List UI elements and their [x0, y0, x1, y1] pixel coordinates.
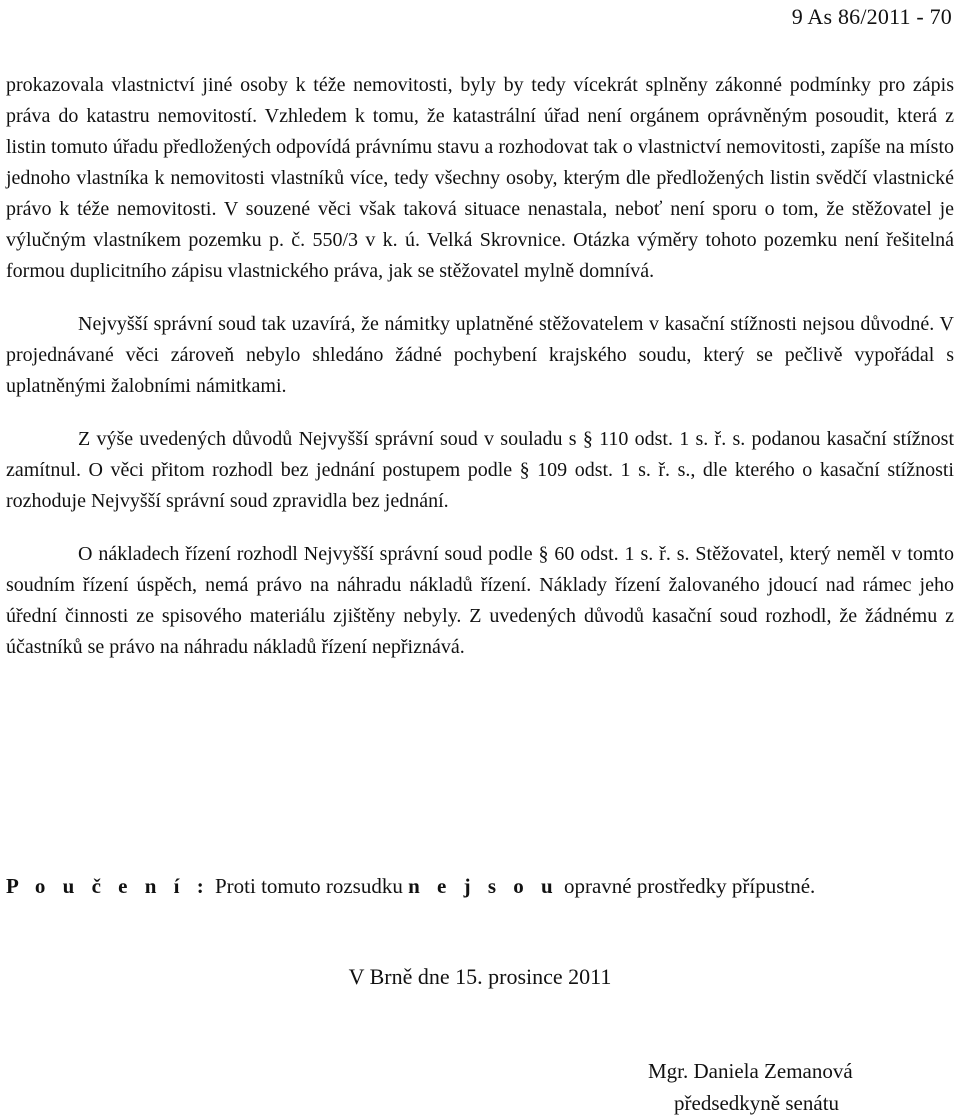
- paragraph-conclusion: Nejvyšší správní soud tak uzavírá, že námitky uplatněné stěžovatelem v kasační stížnosti nejsou důvodné. V projednávané věci zároveň nebylo shledáno žádné pochybení krajského soudu, který se pečlivě vypořádal s uplatněnými žalobními námitkami.: [6, 313, 954, 397]
- case-reference: 9 As 86/2011 - 70: [791, 4, 952, 29]
- notice-emphasis: n e j s o u: [408, 874, 559, 898]
- document-body: [6, 70, 954, 663]
- signatory-name: Mgr. Daniela Zemanová: [648, 1059, 853, 1083]
- document-date: V Brně dne 15. prosince 2011: [348, 964, 612, 989]
- paragraph-ownership: prokazovala vlastnictví jiné osoby k téže nemovitosti, byly by tedy vícekrát splněny zákonné podmínky pro zápis práva do katastru nemovitostí. Vzhledem k tomu, že katastrální úřad není orgánem oprávněným posoudit, která z listin tomuto úřadu předložených odpovídá právnímu stavu a rozhodovat tak o vlastnictví nemovitosti, zapíše na místo jednoho vlastníka k nemovitosti vlastníků více, tedy všechny osoby, kterým dle předložených listin svědčí vlastnické právo k téže nemovitosti. V souzené věci však taková situace nenastala, neboť není sporu o tom, že stěžovatel je výlučným vlastníkem pozemku p. č. 550/3 v k. ú. Velká Skrovnice. Otázka výměry tohoto pozemku není řešitelná formou duplicitního zápisu vlastnického práva, jak se stěžovatel mylně domnívá.: [6, 74, 954, 282]
- notice-text-after: opravné prostředky přípustné.: [563, 874, 816, 898]
- signatory-role: předsedkyně senátu: [674, 1091, 840, 1115]
- notice-text-before: Proti tomuto rozsudku: [215, 874, 403, 898]
- notice-label: P o u č e n í :: [6, 874, 210, 898]
- paragraph-costs: O nákladech řízení rozhodl Nejvyšší správní soud podle § 60 odst. 1 s. ř. s. Stěžovatel, který neměl v tomto soudním řízení úspěch, nemá právo na náhradu nákladů řízení. Náklady řízení žalovaného jdoucí nad rámec jeho úřední činnosti ze spisového materiálu zjištěny nebyly. Z uvedených důvodů kasační soud rozhodl, že žádnému z účastníků se právo na náhradu nákladů řízení nepřiznává.: [6, 543, 954, 658]
- legal-notice: [6, 872, 954, 900]
- signature-block: [648, 1055, 948, 1119]
- paragraph-dismissal: Z výše uvedených důvodů Nejvyšší správní soud v souladu s § 110 odst. 1 s. ř. s. podanou kasační stížnost zamítnul. O věci přitom rozhodl bez jednání postupem podle § 109 odst. 1 s. ř. s., dle kterého o kasační stížnosti rozhoduje Nejvyšší správní soud zpravidla bez jednání.: [6, 428, 954, 512]
